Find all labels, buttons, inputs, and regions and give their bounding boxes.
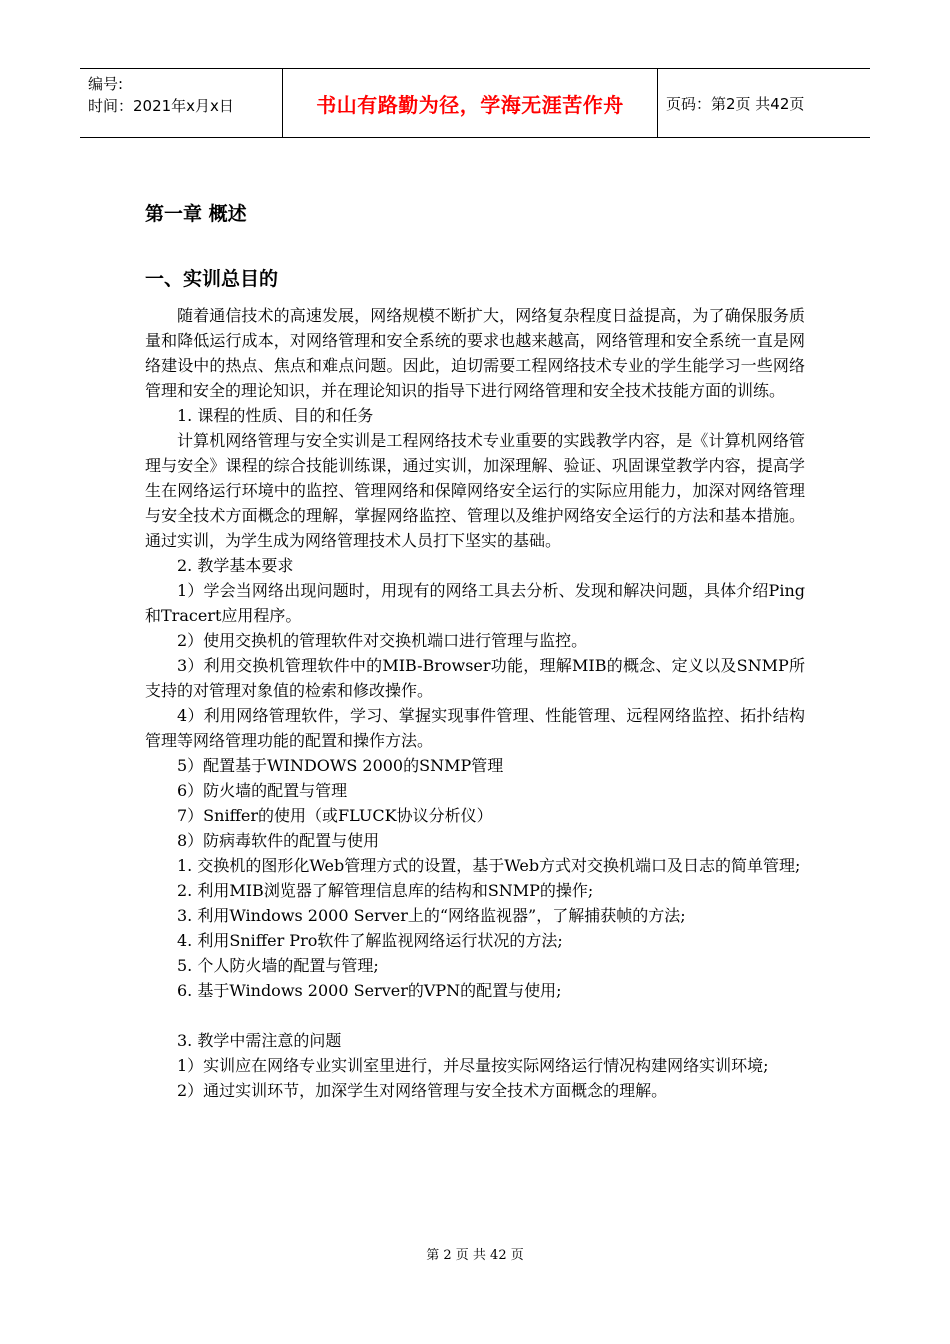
document-body — [145, 198, 805, 1103]
motto-text: 书山有路勤为径，学海无涯苦作舟 — [316, 92, 624, 117]
intro-paragraph: 随着通信技术的高速发展，网络规模不断扩大，网络复杂程度日益提高，为了确保服务质量和降低运行成本，对网络管理和安全系统的要求也越来越高，网络管理和安全系统一直是网络建设中的热点、焦点和难点问题。因此，迫切需要工程网络技术专业的学生能学习一些网络管理和安全的理论知识，并在理论知识的指导下进行网络管理和安全技术技能方面的训练。 — [145, 306, 805, 400]
requirement-item: 3）利用交换机管理软件中的MIB-Browser功能，理解MIB的概念、定义以及SNMP所支持的对管理对象值的检索和修改操作。 — [145, 656, 805, 700]
requirement-item: 7）Sniffer的使用（或FLUCK协议分析仪） — [177, 806, 493, 825]
experiment-item: 2. 利用MIB浏览器了解管理信息库的结构和SNMP的操作; — [177, 881, 594, 900]
header-meta — [80, 69, 283, 137]
header-motto-cell — [283, 69, 658, 137]
experiment-item: 3. 利用Windows 2000 Server上的“网络监视器”，了解捕获帧的方法; — [177, 906, 686, 925]
requirement-item: 2）使用交换机的管理软件对交换机端口进行管理与监控。 — [177, 631, 588, 650]
note-item: 1）实训应在网络专业实训室里进行，并尽量按实际网络运行情况构建网络实训环境; — [177, 1056, 769, 1075]
subheading-course-nature: 1. 课程的性质、目的和任务 — [177, 406, 374, 425]
course-paragraph: 计算机网络管理与安全实训是工程网络技术专业重要的实践教学内容，是《计算机网络管理与安全》课程的综合技能训练课，通过实训，加深理解、验证、巩固课堂教学内容，提高学生在网络运行环境中的监控、管理网络和保障网络安全运行的实际应用能力，加深对网络管理与安全技术方面概念的理解，掌握网络监控、管理以及维护网络安全运行的方法和基本措施。通过实训，为学生成为网络管理技术人员打下坚实的基础。 — [145, 431, 805, 550]
requirement-item: 5）配置基于WINDOWS 2000的SNMP管理 — [177, 756, 504, 775]
chapter-title: 第一章 概述 — [145, 203, 247, 225]
section-title: 一、实训总目的 — [145, 268, 279, 290]
requirement-item: 4）利用网络管理软件，学习、掌握实现事件管理、性能管理、远程网络监控、拓扑结构管理等网络管理功能的配置和操作方法。 — [145, 706, 805, 750]
requirement-item: 1）学会当网络出现问题时，用现有的网络工具去分析、发现和解决问题，具体介绍Ping和Tracert应用程序。 — [145, 581, 805, 625]
number-label: 编号: — [88, 75, 124, 93]
requirement-item: 6）防火墙的配置与管理 — [177, 781, 348, 800]
page-footer: 第 2 页 共 42 页 — [426, 1248, 524, 1263]
experiment-item: 4. 利用Sniffer Pro软件了解监视网络运行状况的方法; — [177, 931, 563, 950]
subheading-notes: 3. 教学中需注意的问题 — [177, 1031, 342, 1050]
date-line: 时间：2021年x月x日 — [88, 97, 234, 115]
page-header — [80, 68, 870, 138]
experiment-item: 6. 基于Windows 2000 Server的VPN的配置与使用; — [177, 981, 562, 1000]
experiment-item: 5. 个人防火墙的配置与管理; — [177, 956, 379, 975]
blank-line — [145, 1003, 805, 1028]
header-page-info: 页码：第2页 共42页 — [666, 94, 805, 113]
requirement-item: 8）防病毒软件的配置与使用 — [177, 831, 380, 850]
subheading-requirements: 2. 教学基本要求 — [177, 556, 294, 575]
experiment-item: 1. 交换机的图形化Web管理方式的设置，基于Web方式对交换机端口及日志的简单管理; — [177, 856, 801, 875]
note-item: 2）通过实训环节，加深学生对网络管理与安全技术方面概念的理解。 — [177, 1081, 668, 1100]
